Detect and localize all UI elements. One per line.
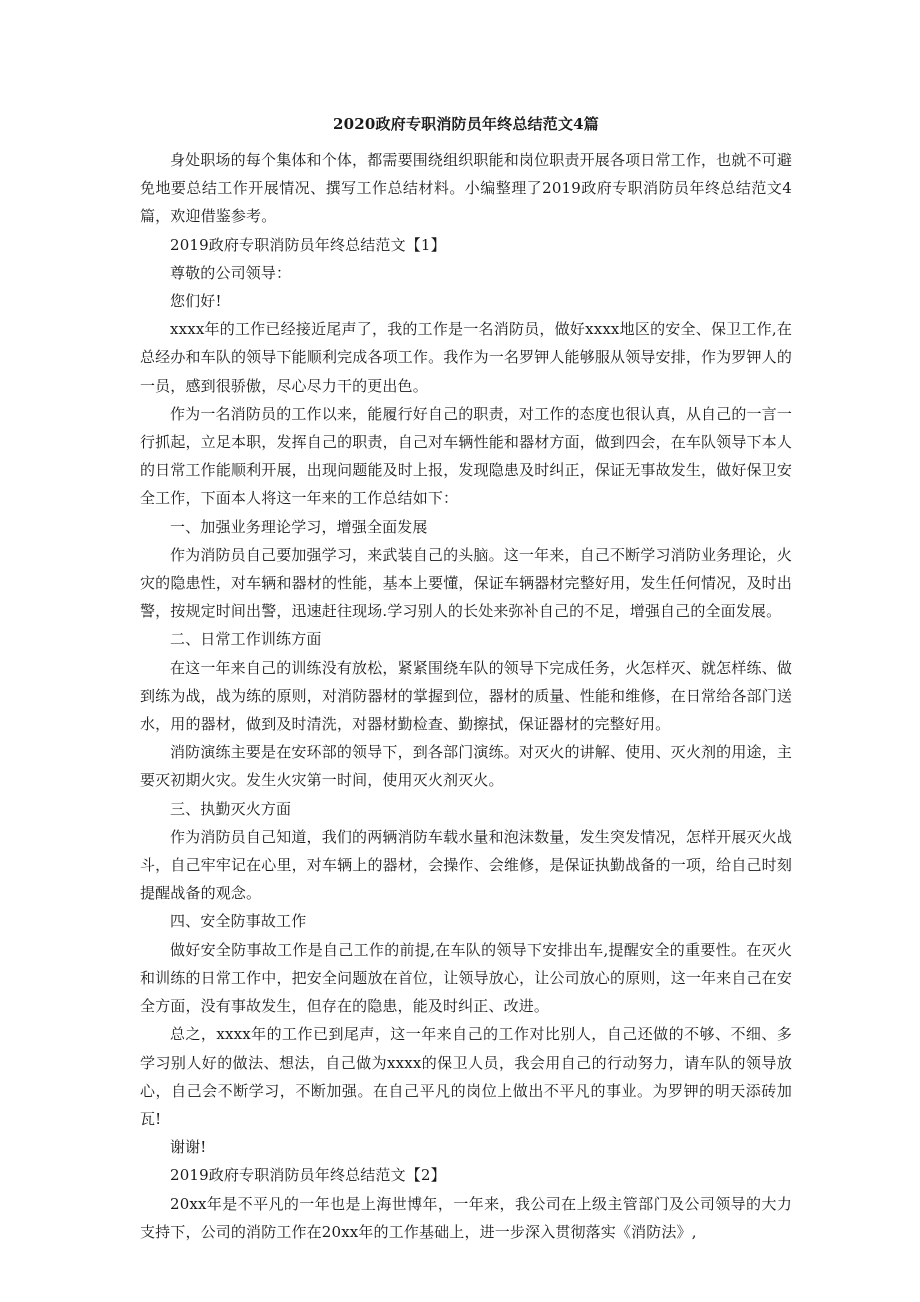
intro-paragraph: 身处职场的每个集体和个体，都需要围绕组织职能和岗位职责开展各项日常工作，也就不可避免地要总结工作开展情况、撰写工作总结材料。小编整理了2019政府专职消防员年终总结范文4篇，欢迎借鉴参考。 [140,151,792,226]
subsection-heading-3: 三、执勤灭火方面 [170,799,292,818]
body-paragraph: 20xx年是不平凡的一年也是上海世博年，一年来，我公司在上级主管部门及公司领导的大力支持下，公司的消防工作在20xx年的工作基础上，进一步深入贯彻落实《消防法》, [140,1194,792,1241]
body-paragraph: 消防演练主要是在安环部的领导下，到各部门演练。对灭火的讲解、使用、灭火剂的用途，主要灭初期火灾。发生火灾第一时间，使用灭火剂灭火。 [140,743,792,790]
body-paragraph: 在这一年来自己的训练没有放松，紧紧围绕车队的领导下完成任务，火怎样灭、就怎样练、做到练为战，战为练的原则，对消防器材的掌握到位，器材的质量、性能和维修，在日常给各部门送水，用的器材，做到及时清洗，对器材勤检查、勤擦拭，保证器材的完整好用。 [140,658,792,734]
salutation: 尊敬的公司领导： [170,263,292,282]
greeting: 您们好! [170,292,222,311]
closing-thanks: 谢谢! [170,1138,207,1157]
subsection-heading-4: 四、安全防事故工作 [170,912,307,931]
body-paragraph: 作为一名消防员的工作以来，能履行好自己的职责，对工作的态度也很认真，从自己的一言一行抓起，立足本职，发挥自己的职责，自己对车辆性能和器材方面，做到四会，在车队领导下本人的日常工作能顺利开展，出现问题能及时上报，发现隐患及时纠正，保证无事故发生，做好保卫安全工作，下面本人将这一年来的工作总结如下： [140,404,792,508]
section-heading-1: 2019政府专职消防员年终总结范文【1】 [170,235,446,254]
body-paragraph: 做好安全防事故工作是自己工作的前提,在车队的领导下安排出车,提醒安全的重要性。在灭火和训练的日常工作中，把安全问题放在首位，让领导放心，让公司放心的原则，这一年来自己在安全方面，没有事故发生，但存在的隐患，能及时纠正、改进。 [140,940,792,1016]
subsection-heading-1: 一、加强业务理论学习，增强全面发展 [170,517,428,536]
body-paragraph: 作为消防员自己要加强学习，来武装自己的头脑。这一年来，自己不断学习消防业务理论，火灾的隐患性，对车辆和器材的性能，基本上要懂，保证车辆器材完整好用，发生任何情况，及时出警，按规定时间出警，迅速赶往现场.学习别人的长处来弥补自己的不足，增强自己的全面发展。 [140,545,792,621]
section-heading-2: 2019政府专职消防员年终总结范文【2】 [170,1166,446,1185]
document-title: 2020政府专职消防员年终总结范文4篇 [333,115,599,133]
body-paragraph: xxxx年的工作已经接近尾声了，我的工作是一名消防员，做好xxxx地区的安全、保卫工作,在总经办和车队的领导下能顺利完成各项工作。我作为一名罗钾人能够服从领导安排，作为罗钾人的一员，感到很骄傲，尽心尽力干的更出色。 [140,320,792,395]
document-page [140,112,792,1246]
document-body [140,146,792,1246]
body-paragraph: 作为消防员自己知道，我们的两辆消防车载水量和泡沫数量，发生突发情况，怎样开展灭火战斗，自己牢牢记在心里，对车辆上的器材，会操作、会维修，是保证执勤战备的一项，给自己时刻提醒战备的观念。 [140,827,792,903]
conclusion-paragraph: 总之，xxxx年的工作已到尾声，这一年来自己的工作对比别人，自己还做的不够、不细、多学习别人好的做法、想法，自己做为xxxx的保卫人员，我会用自己的行动努力，请车队的领导放心，自己会不断学习，不断加强。在自己平凡的岗位上做出不平凡的事业。为罗钾的明天添砖加瓦! [140,1025,792,1128]
subsection-heading-2: 二、日常工作训练方面 [170,630,322,649]
